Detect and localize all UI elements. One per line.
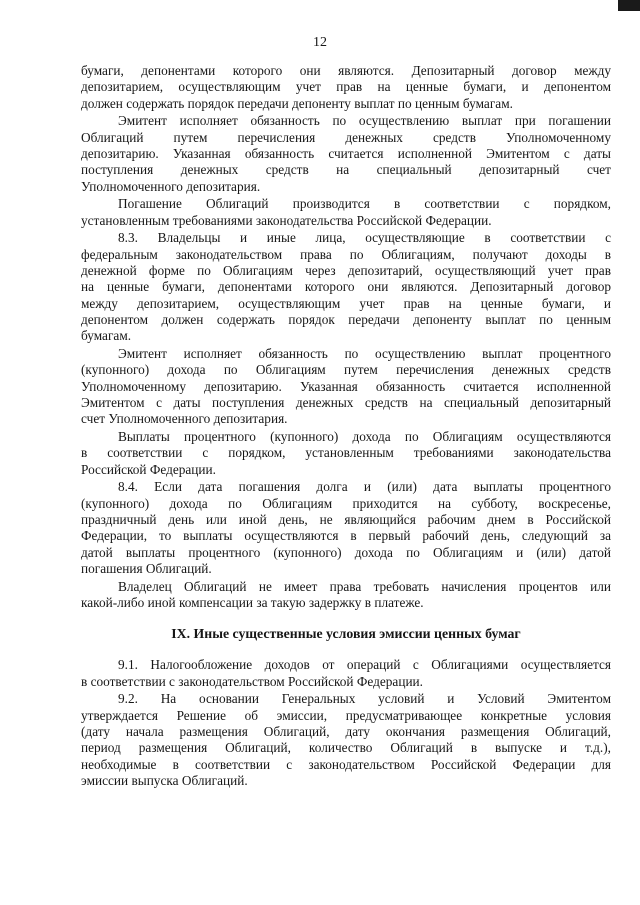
text-line: Федерации, то выплаты осуществляются в первый рабочий день, следующий за	[81, 528, 611, 544]
text-line: погашения Облигаций.	[81, 560, 212, 576]
paragraph	[81, 691, 611, 789]
text-line: денежной форме по Облигациям через депозитарий, осуществляющий учет прав	[81, 263, 611, 279]
text-line: бумагам.	[81, 328, 132, 344]
text-line: поступления денежных средств на специальный депозитарный счет	[81, 162, 611, 178]
text-line: Российской Федерации.	[81, 461, 216, 477]
text-line: период размещения Облигаций, количество Облигаций в выпуске и т.д.),	[81, 740, 611, 756]
text-line: Уполномоченному депозитарию. Указанная обязанность считается исполненной	[81, 378, 611, 394]
page-number: 12	[313, 35, 327, 50]
text-line: Эмитентом с даты поступления денежных средств на специальный депозитарный	[81, 394, 611, 410]
text-line: 8.3. Владельцы и иные лица, осуществляющие в соответствии с	[118, 230, 611, 246]
paragraph	[81, 346, 611, 427]
text-line: в соответствии с законодательством Российской Федерации.	[81, 673, 423, 689]
paragraph	[81, 196, 611, 229]
text-line: необходимые в соответствии с законодательством Российской Федерации для	[81, 756, 611, 772]
text-line: установленным требованиями законодательства Российской Федерации.	[81, 212, 492, 228]
text-line: в соответствии с порядком, установленным требованиями законодательства	[81, 445, 611, 461]
paragraph	[81, 63, 611, 112]
text-line: 9.2. На основании Генеральных условий и Условий Эмитентом	[118, 691, 611, 707]
text-line: депонентом должен содержать порядок передачи депоненту выплат по ценным	[81, 311, 611, 327]
text-line: Облигаций путем перечисления денежных средств Уполномоченному	[81, 129, 611, 145]
paragraphs-before-section	[81, 63, 611, 611]
text-line: Выплаты процентного (купонного) дохода по Облигациям осуществляются	[118, 429, 611, 445]
text-line: депозитарием, осуществляющим учет прав на ценные бумаги, и депонентом	[81, 79, 611, 95]
text-line: между депозитарием, осуществляющим учет прав на ценные бумаги, и	[81, 295, 611, 311]
text-line: федеральным законодательством права по Облигациям, получают доходы в	[81, 246, 611, 262]
paragraph	[81, 657, 611, 690]
text-line: эмиссии выпуска Облигаций.	[81, 772, 248, 788]
text-line: Эмитент исполняет обязанность по осуществлению выплат при погашении	[118, 113, 611, 129]
text-line: 9.1. Налогообложение доходов от операций с Облигациями осуществляется	[118, 657, 611, 673]
paragraph	[81, 113, 611, 194]
section-heading: IX. Иные существенные условия эмиссии ценных бумаг	[171, 626, 521, 642]
document-body	[81, 63, 611, 791]
paragraph	[81, 479, 611, 577]
text-line: счет Уполномоченного депозитария.	[81, 411, 288, 427]
text-line: 8.4. Если дата погашения долга и (или) дата выплаты процентного	[118, 479, 611, 495]
text-line: датой выплаты процентного (купонного) дохода по Облигациям и (или) датой	[81, 544, 611, 560]
text-line: должен содержать порядок передачи депоненту выплат по ценным бумагам.	[81, 95, 513, 111]
paragraph	[81, 429, 611, 478]
paragraph	[81, 230, 611, 344]
text-line: утверждается Решение об эмиссии, предусматривающее конкретные условия	[81, 707, 611, 723]
text-line: бумаги, депонентами которого они являются. Депозитарный договор между	[81, 63, 611, 78]
paragraph	[81, 579, 611, 612]
text-line: на ценные бумаги, депонентами которого они являются. Депозитарный договор	[81, 279, 611, 295]
text-line: Эмитент исполняет обязанность по осуществлению выплат процентного	[118, 346, 611, 362]
text-line: Погашение Облигаций производится в соответствии с порядком,	[118, 196, 611, 212]
text-line: депозитарию. Указанная обязанность считается исполненной Эмитентом с даты	[81, 145, 611, 161]
paragraphs-after-section	[81, 657, 611, 789]
text-line: (купонного) дохода по Облигациям приходится на субботу, воскресенье,	[81, 495, 611, 511]
text-line: (дату начала размещения Облигаций, дату окончания размещения Облигаций,	[81, 723, 611, 739]
text-line: Владелец Облигаций не имеет права требовать начисления процентов или	[118, 578, 611, 594]
scan-corner-mark	[618, 0, 640, 11]
text-line: какой-либо иной компенсации за такую задержку в платеже.	[81, 595, 424, 610]
text-line: (купонного) дохода по Облигациям путем перечисления денежных средств	[81, 362, 611, 378]
text-line: Уполномоченного депозитария.	[81, 178, 261, 194]
text-line: праздничный день или иной день, не являющийся рабочим днем в Российской	[81, 512, 611, 528]
